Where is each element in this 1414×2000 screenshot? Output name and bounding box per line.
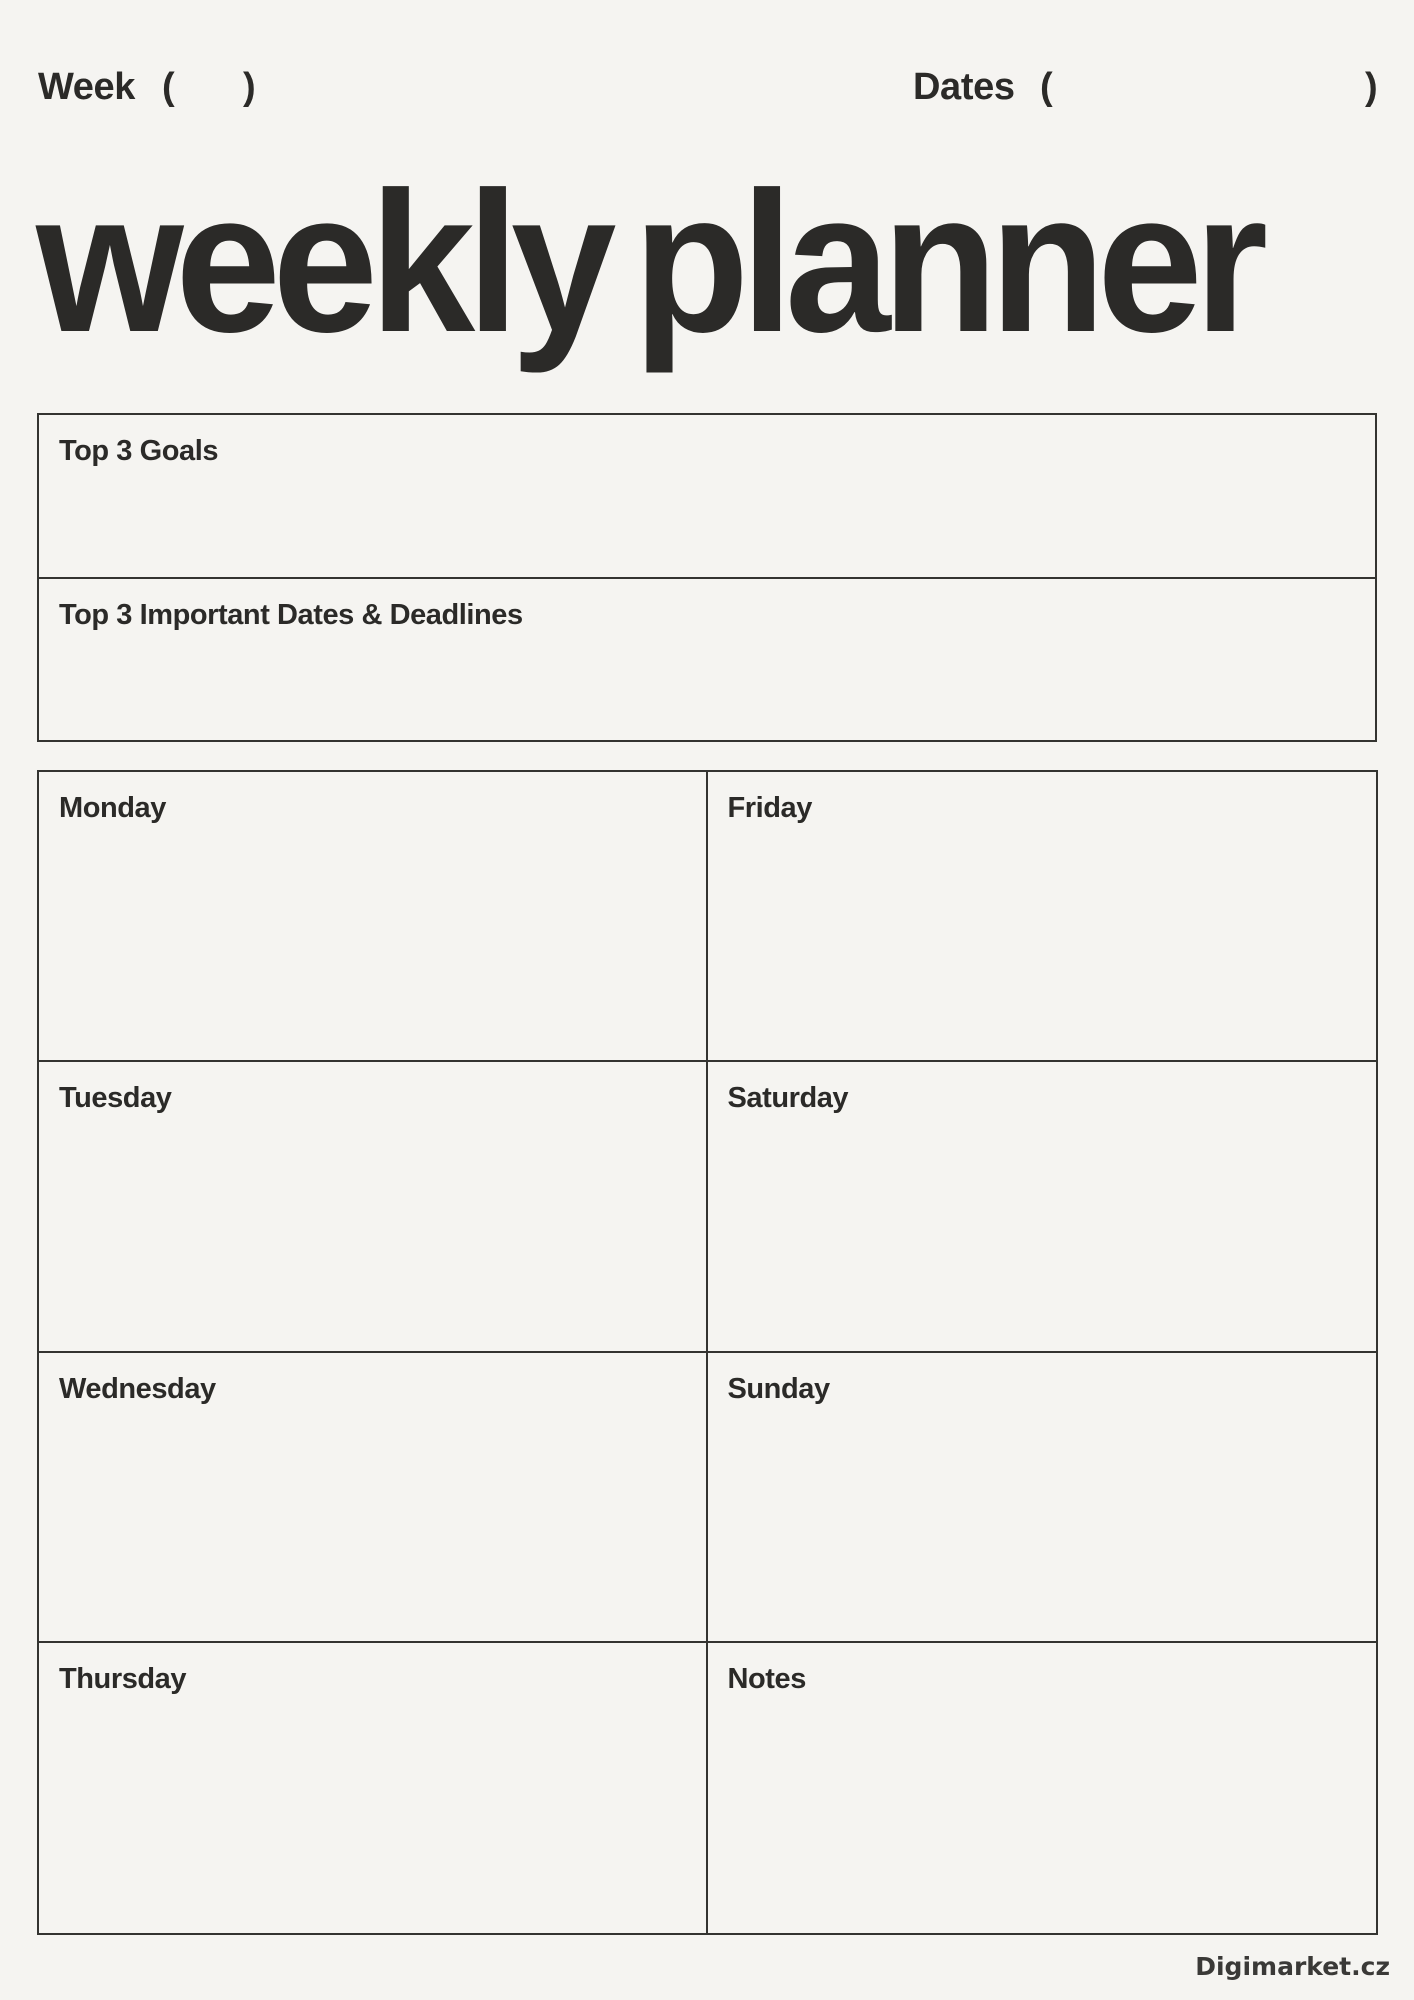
- sunday-write-area[interactable]: [728, 1406, 1357, 1621]
- dates-label: Dates: [913, 66, 1015, 108]
- day-cell-saturday: [708, 1062, 1377, 1352]
- dates-close-paren: ): [1365, 66, 1378, 108]
- day-cell-monday: [39, 772, 708, 1062]
- day-cell-thursday: [39, 1643, 708, 1933]
- important-dates-write-area[interactable]: [59, 632, 1355, 720]
- important-dates-label: Top 3 Important Dates & Deadlines: [59, 598, 523, 631]
- wednesday-write-area[interactable]: [59, 1406, 686, 1621]
- day-cell-sunday: [708, 1353, 1377, 1643]
- dates-open-paren: (: [1040, 66, 1053, 108]
- top-goals-section: [39, 415, 1375, 579]
- top-goals-write-area[interactable]: [59, 468, 1355, 556]
- page-title: weekly planner: [36, 151, 1260, 374]
- notes-write-area[interactable]: [728, 1696, 1357, 1913]
- important-dates-section: [39, 579, 1375, 741]
- notes-label: Notes: [727, 1662, 806, 1695]
- week-grid: [37, 770, 1378, 1935]
- tuesday-write-area[interactable]: [59, 1116, 686, 1331]
- saturday-write-area[interactable]: [728, 1116, 1357, 1331]
- day-label-monday: Monday: [59, 792, 166, 824]
- week-close-paren: ): [243, 66, 256, 108]
- footer-brand: Digimarket.cz: [1195, 1952, 1390, 1981]
- thursday-write-area[interactable]: [59, 1696, 686, 1913]
- day-label-saturday: Saturday: [727, 1082, 849, 1115]
- day-label-sunday: Sunday: [727, 1372, 830, 1405]
- day-cell-wednesday: [39, 1353, 708, 1643]
- header-row: [0, 68, 1414, 112]
- day-cell-notes: [708, 1643, 1377, 1933]
- monday-write-area[interactable]: [59, 825, 686, 1040]
- friday-write-area[interactable]: [728, 825, 1357, 1040]
- top-goals-label: Top 3 Goals: [59, 435, 219, 467]
- day-label-wednesday: Wednesday: [59, 1372, 216, 1405]
- day-cell-friday: [708, 772, 1377, 1062]
- day-cell-tuesday: [39, 1062, 708, 1352]
- day-label-thursday: Thursday: [59, 1662, 187, 1695]
- day-label-tuesday: Tuesday: [59, 1082, 172, 1115]
- day-label-friday: Friday: [727, 792, 812, 824]
- week-open-paren: (: [162, 66, 175, 108]
- week-label: Week: [38, 66, 136, 108]
- goals-box: [37, 413, 1377, 742]
